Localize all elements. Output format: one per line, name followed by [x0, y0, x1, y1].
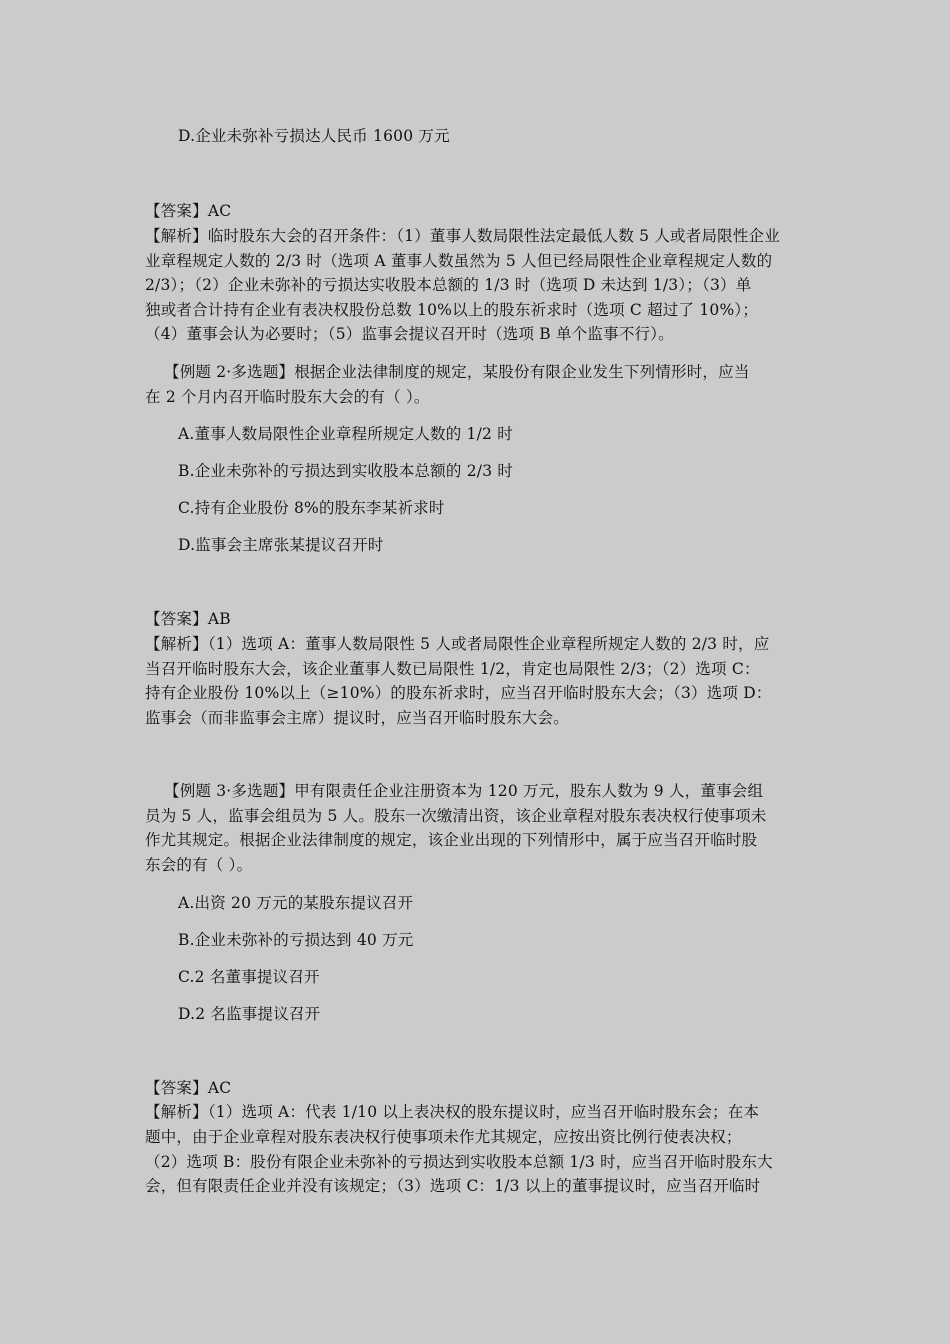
analysis-label: 【解析】 — [145, 1103, 208, 1121]
analysis-line: 当召开临时股东大会，该企业董事人数已局限性 1/2，肯定也局限性 2/3；（2）选项 C： — [145, 660, 760, 678]
option-d: D.监事会主席张某提议召开时 — [178, 536, 384, 554]
question-line: 东会的有（ ）。 — [145, 856, 253, 874]
analysis-label: 【解析】 — [145, 227, 208, 245]
analysis-line: （4）董事会认为必要时；（5）监事会提议召开时（选项 B 单个监事不行）。 — [145, 325, 674, 343]
question-line: 【例题 3·多选题】甲有限责任企业注册资本为 120 万元，股东人数为 9 人，董事会组 — [164, 782, 764, 800]
answer-value: AC — [207, 202, 232, 220]
option-b: B.企业未弥补的亏损达到实收股本总额的 2/3 时 — [178, 462, 514, 480]
answer-value: AB — [207, 610, 231, 628]
answer-line — [145, 199, 810, 224]
question-line: 【例题 2·多选题】根据企业法律制度的规定，某股份有限企业发生下列情形时，应当 — [164, 363, 750, 381]
answer-label: 【答案】 — [145, 1079, 208, 1097]
analysis-line: （2）选项 B：股份有限企业未弥补的亏损达到实收股本总额 1/3 时，应当召开临时股东大 — [145, 1153, 773, 1171]
analysis-line: 独或者合计持有企业有表决权股份总数 10%以上的股东祈求时（选项 C 超过了 10%）； — [145, 301, 759, 319]
analysis-label: 【解析】 — [145, 635, 208, 653]
analysis-line: 持有企业股份 10%以上（≥10%）的股东祈求时，应当召开临时股东大会；（3）选项 D： — [145, 684, 772, 702]
option-d: D.企业未弥补亏损达人民币 1600 万元 — [178, 127, 450, 145]
analysis-line: 业章程规定人数的 2/3 时（选项 A 董事人数虽然为 5 人但已经局限性企业章程规定人数的 — [145, 252, 773, 270]
option-a: A.出资 20 万元的某股东提议召开 — [178, 894, 414, 912]
option-b: B.企业未弥补的亏损达到 40 万元 — [178, 931, 414, 949]
question-line: 员为 5 人，监事会组员为 5 人。股东一次缴清出资，该企业章程对股东表决权行使事项未 — [145, 807, 767, 825]
option-a: A.董事人数局限性企业章程所规定人数的 1/2 时 — [178, 425, 513, 443]
option-d: D.2 名监事提议召开 — [178, 1005, 321, 1023]
answer-label: 【答案】 — [145, 610, 208, 628]
answer-label: 【答案】 — [145, 202, 208, 220]
analysis-line: 监事会（而非监事会主席）提议时，应当召开临时股东大会。 — [145, 709, 569, 727]
answer-line — [145, 1076, 810, 1101]
analysis-text: 临时股东大会的召开条件：（1）董事人数局限性法定最低人数 5 人或者局限性企业 — [207, 227, 780, 245]
option-c: C.2 名董事提议召开 — [178, 968, 320, 986]
analysis-line — [145, 224, 810, 249]
analysis-line — [145, 1100, 810, 1125]
analysis-line — [145, 632, 810, 657]
answer-value: AC — [207, 1079, 232, 1097]
analysis-line: 题中，由于企业章程对股东表决权行使事项未作尤其规定，应按出资比例行使表决权； — [145, 1128, 742, 1146]
analysis-text: （1）选项 A：代表 1/10 以上表决权的股东提议时，应当召开临时股东会；在本 — [207, 1103, 760, 1121]
option-c: C.持有企业股份 8%的股东李某祈求时 — [178, 499, 445, 517]
question-line: 在 2 个月内召开临时股东大会的有（ ）。 — [145, 388, 430, 406]
answer-line — [145, 607, 810, 632]
analysis-line: 会，但有限责任企业并没有该规定；（3）选项 C：1/3 以上的董事提议时，应当召开临时 — [145, 1177, 761, 1195]
analysis-text: （1）选项 A：董事人数局限性 5 人或者局限性企业章程所规定人数的 2/3 时，应 — [207, 635, 770, 653]
analysis-line: 2/3）；（2）企业未弥补的亏损达实收股本总额的 1/3 时（选项 D 未达到 1/3）；（3）单 — [145, 276, 752, 294]
question-line: 作尤其规定。根据企业法律制度的规定，该企业出现的下列情形中，属于应当召开临时股 — [145, 831, 758, 849]
